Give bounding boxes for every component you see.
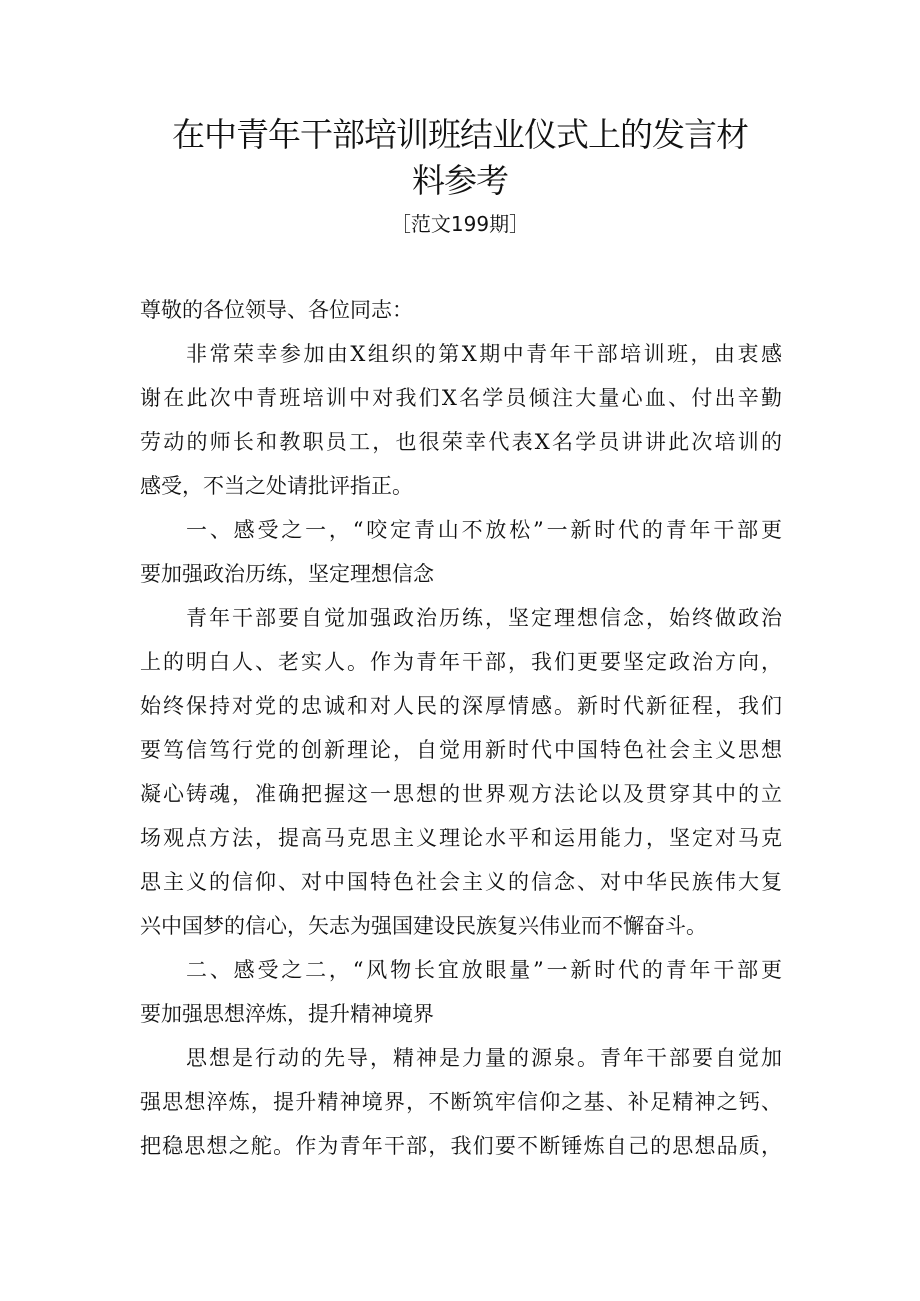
document-title-line-2: 料参考: [412, 161, 508, 200]
body-line: 始终保持对党的忠诚和对人民的深厚情感。新时代新征程，我们: [140, 694, 782, 718]
document-title-line-1: 在中青年干部培训班结业仪式上的发言材: [172, 115, 748, 154]
body-line: 感受，不当之处请批评指正。: [140, 474, 413, 498]
body-line: 强思想淬炼，提升精神境界，不断筑牢信仰之基、补足精神之钙、: [140, 1090, 782, 1114]
section-heading-line: 要加强思想淬炼，提升精神境界: [140, 1002, 434, 1026]
body-line: 非常荣幸参加由X组织的第X期中青年干部培训班，由衷感: [186, 342, 782, 366]
body-line: 把稳思想之舵。作为青年干部，我们要不断锤炼自己的思想品质，: [140, 1134, 782, 1158]
body-line: 兴中国梦的信心，矢志为强国建设民族复兴伟业而不懈奋斗。: [140, 914, 707, 938]
body-line: 谢在此次中青班培训中对我们X名学员倾注大量心血、付出辛勤: [140, 386, 782, 410]
section-heading-line: 二、感受之二，“风物长宜放眼量”一新时代的青年干部更: [186, 958, 782, 982]
body-line: 思想是行动的先导，精神是力量的源泉。青年干部要自觉加: [186, 1046, 782, 1070]
body-line: 上的明白人、老实人。作为青年干部，我们更要坚定政治方向，: [140, 650, 782, 674]
body-line: 思主义的信仰、对中国特色社会主义的信念、对中华民族伟大复: [140, 870, 782, 894]
document-subtitle: ［范文199期］: [390, 212, 530, 236]
body-line: 劳动的师长和教职员工，也很荣幸代表X名学员讲讲此次培训的: [140, 430, 782, 454]
body-line: 场观点方法，提高马克思主义理论水平和运用能力，坚定对马克: [140, 826, 782, 850]
body-line: 要笃信笃行党的创新理论，自觉用新时代中国特色社会主义思想: [140, 738, 782, 762]
body-line: 青年干部要自觉加强政治历练，坚定理想信念，始终做政治: [186, 606, 782, 630]
section-heading-line: 一、感受之一，“咬定青山不放松”一新时代的青年干部更: [186, 518, 782, 542]
section-heading-line: 要加强政治历练，坚定理想信念: [140, 562, 434, 586]
salutation-line: 尊敬的各位领导、各位同志：: [140, 298, 413, 322]
body-line: 凝心铸魂，准确把握这一思想的世界观方法论以及贯穿其中的立: [140, 782, 782, 806]
